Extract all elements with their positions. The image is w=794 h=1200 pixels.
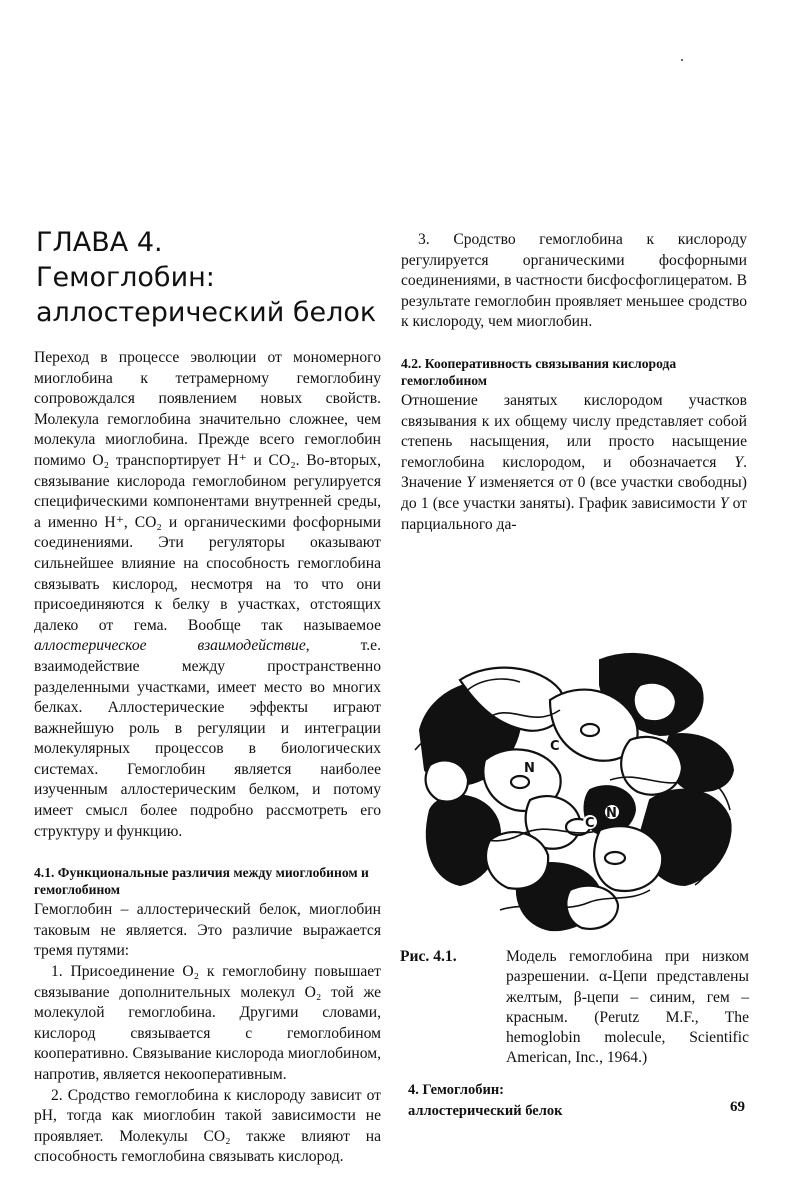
- item3-text: 3. Сродство гемоглобина к кислороду регулируется органическими фосфорными соединениями, в частности бисфосфоглицератом. В результате гемоглобин проявляет меньшее сродство к кислороду, чем миоглобин.: [401, 231, 747, 331]
- hemoglobin-model-figure: [400, 640, 750, 940]
- chapter-number: ГЛАВА 4.: [36, 227, 163, 258]
- terminal-label-c1: C: [550, 739, 560, 754]
- chapter-heading: [36, 225, 376, 330]
- terminal-label-n2: N: [606, 806, 617, 821]
- left-column: [34, 348, 381, 1168]
- intro-paragraph: [34, 348, 381, 842]
- section-4-1-item2: [34, 1086, 381, 1168]
- s42-y2: Y: [466, 474, 476, 492]
- section-4-1-intro: Гемоглобин – аллостерический белок, миоглобин таковым не является. Это различие выражается тремя путями:: [34, 901, 381, 960]
- s42-y1: Y: [734, 453, 744, 471]
- right-column: [401, 230, 747, 535]
- item2-text: 2. Сродство гемоглобина к кислороду зависит от pH, тогда как миоглобин такой зависимости не проявляет. Молекулы CO₂ также влияют на способность гемоглобина связывать кислород.: [34, 1086, 381, 1166]
- footer-line1: 4. Гемоглобин:: [408, 1082, 505, 1098]
- page-speck: [681, 59, 683, 61]
- intro-text: Переход в процессе эволюции от мономерного миоглобина к тетрамерному гемоглобину сопровождался появлением новых свойств. Молекула гемоглобина значительно сложнее, чем молекула миоглобина. Прежде всего гемоглобин помимо O₂ транспортирует H⁺ и CO₂. Во-вторых, связывание кислорода гемоглобином регулируется специфическими компонентами внутренней среды, а именно H⁺, CO₂ и органическими фосфорными соединениями. Эти регуляторы оказывают сильнейшее влияние на способность гемоглобина связывать кислород, несмотря на то что они присоединяются к белку в участках, отстоящих далеко от гема. Вообще так называемое: [34, 349, 381, 634]
- figure-caption-text: Модель гемоглобина при низком разрешении. α-Цепи представлены желтым, β-цепи – синим, гем – красным. (Perutz M.F., The hemoglobin molecule, Scientific American, Inc., 1964.): [506, 948, 749, 1067]
- s42-y3: Y: [719, 494, 729, 512]
- running-footer: [408, 1080, 562, 1122]
- hemoglobin-model-illustration: [400, 640, 750, 940]
- s42-text-mid2: изменяется от 0 (все участки свободны) до 1 (все участки заняты). График зависимости: [401, 474, 747, 512]
- chapter-title-line2: аллостерический белок: [36, 297, 377, 328]
- s42-text-end: от парциального да-: [401, 494, 747, 533]
- section-4-1-item1: 1. Присоединение O₂ к гемоглобину повышает связывание дополнительных молекул O₂ той же молекулой гемоглобина. Другими словами, кислород связывается с гемоглобином кооперативно. Связывание кислорода миоглобином, напротив, является некооперативным.: [34, 963, 381, 1083]
- page-number: 69: [730, 1099, 745, 1115]
- terminal-label-n1: N: [524, 761, 535, 776]
- section-4-1-item3: [401, 230, 747, 333]
- s42-text-start: Отношение занятых кислородом участков связывания к их общему числу представляет собой степень насыщения, или просто насыщение гемоглобина кислородом, и обозначается: [401, 391, 747, 471]
- section-4-1-title: 4.1. Функциональные различия между миоглобином и гемоглобином: [34, 865, 369, 898]
- section-4-2-text: [401, 391, 747, 535]
- figure-label: Рис. 4.1.: [400, 948, 457, 965]
- terminal-label-c2: C: [585, 816, 595, 831]
- s42-text-mid1: . Значение: [401, 453, 747, 492]
- section-4-2-title: 4.2. Кооперативность связывания кислорода гемоглобином: [401, 355, 677, 388]
- footer-line2: аллостерический белок: [408, 1103, 563, 1119]
- intro-text-end: , т.е. взаимодействие между пространственно разделенными участками, имеет место во многих белках. Аллостерические эффекты играют важнейшую роль в регуляции и интеграции молекулярных процессов в биологических системах. Гемоглобин является наиболее изученным аллостерическим белком, и потому имеет смысл более подробно рассмотреть его структуру и функцию.: [34, 637, 381, 840]
- intro-italic-term: аллостерическое взаимодействие: [34, 637, 306, 655]
- chapter-title-line1: Гемоглобин:: [36, 262, 215, 293]
